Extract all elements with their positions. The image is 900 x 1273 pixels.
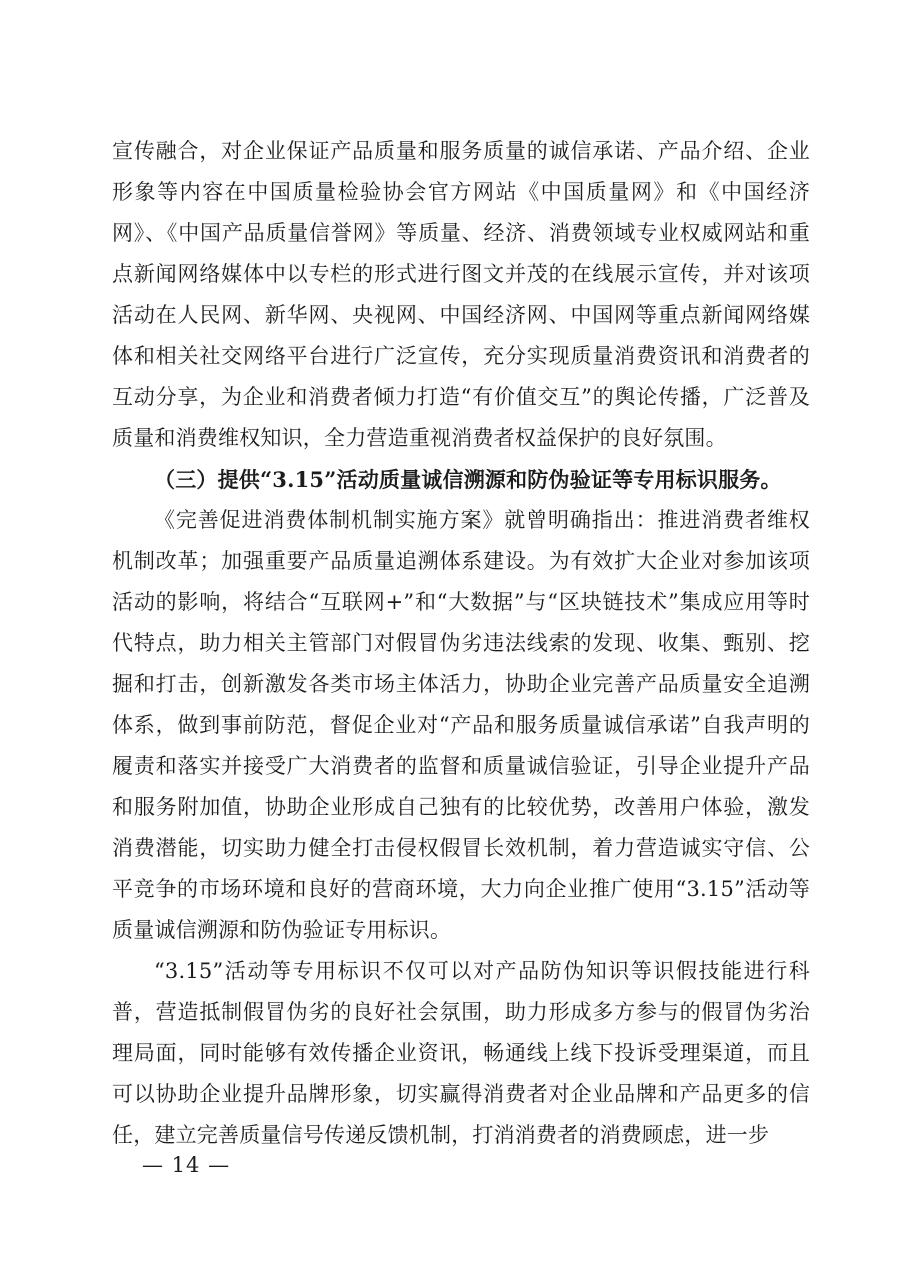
section-heading: （三）提供“3.15”活动质量诚信溯源和防伪验证等专用标识服务。 xyxy=(154,467,782,492)
document-body xyxy=(112,131,810,1156)
paragraph: “3.15”活动等专用标识不仅可以对产品防伪知识等识假技能进行科普，营造抵制假冒伪劣的良好社会氛围，助力形成多方参与的假冒伪劣治理局面，同时能够有效传播企业资讯，畅通线上线下投诉受理渠道，而且可以协助企业提升品牌形象，切实赢得消费者对企业品牌和产品更多的信任，建立完善质量信号传递反馈机制，打消消费者的消费顾虑，进一步 xyxy=(112,959,810,1147)
paragraph-continuation: 宣传融合，对企业保证产品质量和服务质量的诚信承诺、产品介绍、企业形象等内容在中国质量检验协会官方网站《中国质量网》和《中国经济网》、《中国产品质量信誉网》等质量、经济、消费领域专业权威网站和重点新闻网络媒体中以专栏的形式进行图文并茂的在线展示宣传，并对该项活动在人民网、新华网、央视网、中国经济网、中国网等重点新闻网络媒体和相关社交网络平台进行广泛宣传，充分实现质量消费资讯和消费者的互动分享，为企业和消费者倾力打造“有价值交互”的舆论传播，广泛普及质量和消费维权知识，全力营造重视消费者权益保护的良好氛围。 xyxy=(112,139,810,450)
page-number: — 14 — xyxy=(142,1153,231,1177)
paragraph: 《完善促进消费体制机制实施方案》就曾明确指出：推进消费者维权机制改革；加强重要产品质量追溯体系建设。为有效扩大企业对参加该项活动的影响，将结合“互联网+”和“大数据”与“区块链技术”集成应用等时代特点，助力相关主管部门对假冒伪劣违法线索的发现、收集、甄别、挖掘和打击，创新激发各类市场主体活力，协助企业完善产品质量安全追溯体系，做到事前防范，督促企业对“产品和服务质量诚信承诺”自我声明的履责和落实并接受广大消费者的监督和质量诚信验证，引导企业提升产品和服务附加值，协助企业形成自己独有的比较优势，改善用户体验，激发消费潜能，切实助力健全打击侵权假冒长效机制，着力营造诚实守信、公平竞争的市场环境和良好的营商环境，大力向企业推广使用“3.15”活动等质量诚信溯源和防伪验证专用标识。 xyxy=(112,508,810,942)
